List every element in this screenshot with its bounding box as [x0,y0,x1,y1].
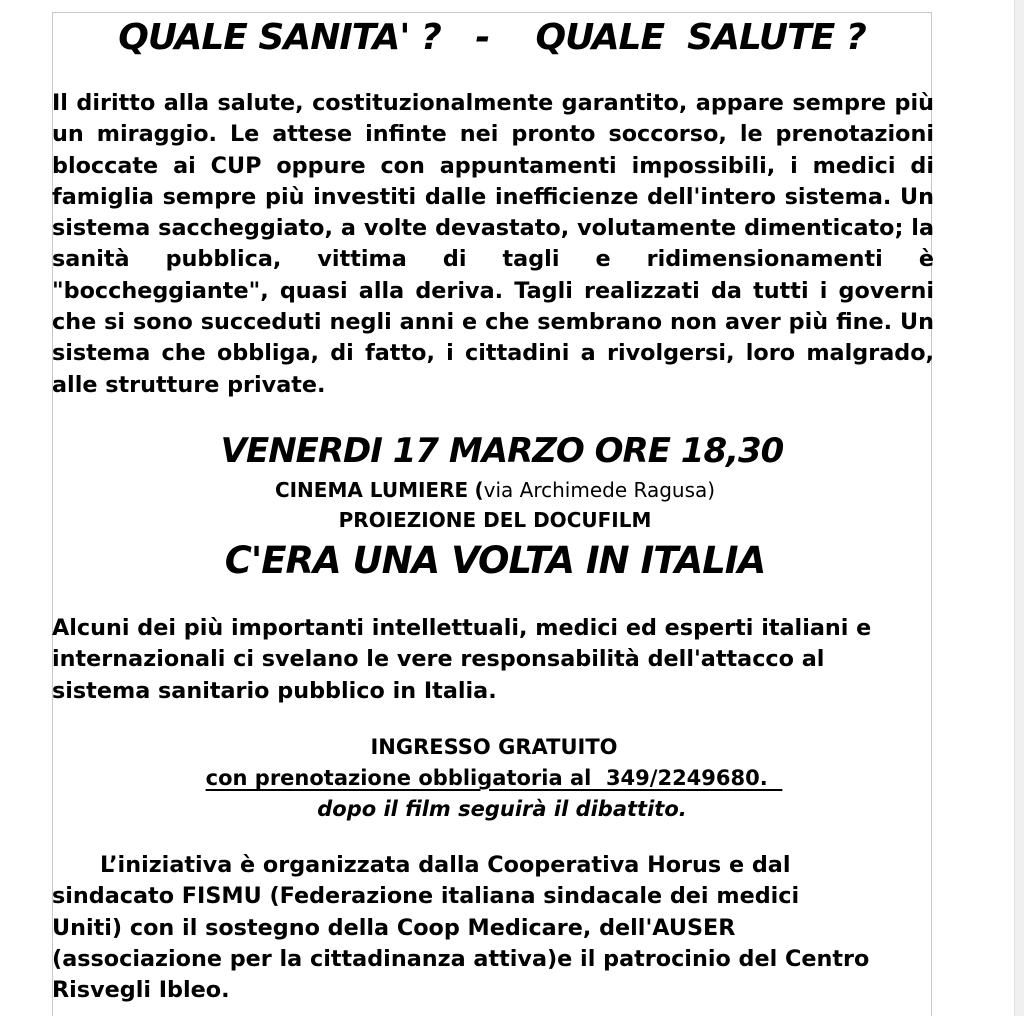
organizers-line: sindacato FISMU (Federazione italiana sindacale dei medici [52,883,800,910]
organizers-line-text: L’iniziativa è organizzata dalla Cooperativa Horus e dal [100,852,791,878]
page-title: QUALE SANITA' ? - QUALE SALUTE ? [118,17,866,58]
venue-address-paren: ( [474,478,484,502]
free-entry: INGRESSO GRATUITO [370,735,618,759]
organizers-line: Risvegli Ibleo. [52,977,230,1004]
event-date: VENERDI 17 MARZO ORE 18,30 [220,431,784,471]
description-line: Alcuni dei più importanti intellettuali, medici ed esperti italiani e [52,615,872,641]
booking-info [52,763,936,793]
scrollbar[interactable] [1014,0,1024,1016]
film-title: C'ERA UNA VOLTA IN ITALIA [224,539,766,582]
projection-heading: PROIEZIONE DEL DOCUFILM [338,508,652,532]
booking-text: con prenotazione obbligatoria al 349/2249680. [205,766,783,790]
debate-note: dopo il film seguirà il dibattito. [317,797,687,821]
intro-paragraph: Il diritto alla salute, costituzionalmente garantito, appare sempre più un miraggio. Le attese infinte nei pronto soccorso, le prenotazioni bloccate ai CUP oppure con appuntamenti impossibili, i medici di famiglia sempre più investiti dalle inefficienze dell'intero sistema. Un sistema saccheggiato, a volte devastato, volutamente dimenticato; la sanità pubblica, vittima di tagli e ridimensionamenti è "boccheggiante", quasi alla deriva. Tagli realizzati da tutti i governi che si sono succeduti negli anni e che sembrano non aver più fine. Un sistema che obbliga, di fatto, i cittadini a rivolgersi, loro malgrado, alle strutture private. [52,90,934,398]
description-line: sistema sanitario pubblico in Italia. [52,677,497,704]
description-line: internazionali ci svelano le vere responsabilità dell'attacco al [52,646,825,673]
venue-name: CINEMA LUMIERE [274,478,469,502]
organizers-line: Uniti) con il sostegno della Coop Medicare, dell'AUSER [52,914,736,941]
organizers-line: (associazione per la cittadinanza attiva)e il patrocinio del Centro [52,945,870,972]
organizers-line [52,850,932,881]
organizers-paragraph [52,850,932,1006]
venue-address: via Archimede Ragusa) [483,478,716,502]
description-paragraph [52,613,912,707]
venue [52,476,938,504]
